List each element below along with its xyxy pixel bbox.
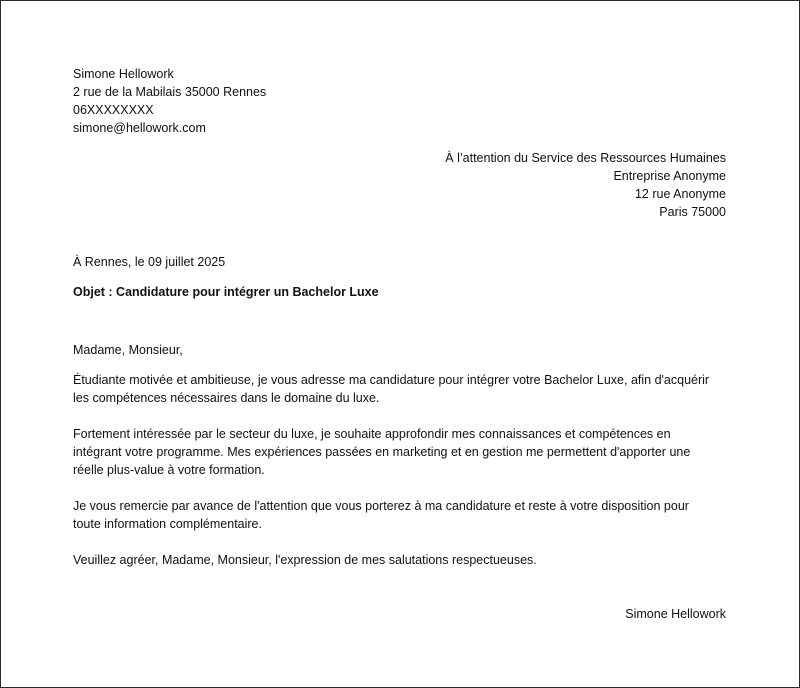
- paragraph-line: les compétences nécessaires dans le domaine du luxe.: [73, 391, 380, 405]
- paragraph-line: Veuillez agréer, Madame, Monsieur, l'expression de mes salutations respectueuses.: [73, 553, 537, 567]
- sender-phone: 06XXXXXXXX: [73, 103, 154, 117]
- paragraph-line: Je vous remercie par avance de l'attention que vous porterez à ma candidature et reste à votre disposition pour: [73, 499, 689, 513]
- paragraph-line: Étudiante motivée et ambitieuse, je vous adresse ma candidature pour intégrer votre Bachelor Luxe, afin d'acquérir: [73, 373, 710, 387]
- place-date: À Rennes, le 09 juillet 2025: [73, 255, 226, 269]
- sender-name: Simone Hellowork: [73, 67, 174, 81]
- recipient-city: Paris 75000: [659, 205, 726, 219]
- paragraph-intro: [73, 371, 733, 407]
- paragraph-line: réelle plus-value à votre formation.: [73, 463, 265, 477]
- recipient-street: 12 rue Anonyme: [634, 187, 726, 201]
- paragraph-closing: [73, 551, 733, 569]
- paragraph-motivation: [73, 425, 733, 479]
- sender-address: 2 rue de la Mabilais 35000 Rennes: [73, 85, 267, 99]
- recipient-company: Entreprise Anonyme: [613, 169, 726, 183]
- salutation: Madame, Monsieur,: [73, 343, 183, 357]
- paragraph-line: Fortement intéressée par le secteur du luxe, je souhaite approfondir mes connaissances et compétences en: [73, 427, 671, 441]
- paragraph-thanks: [73, 497, 733, 533]
- sender-email: simone@hellowork.com: [73, 121, 206, 135]
- subject-line: Objet : Candidature pour intégrer un Bachelor Luxe: [73, 285, 379, 299]
- paragraph-line: toute information complémentaire.: [73, 517, 262, 531]
- signature: Simone Hellowork: [625, 607, 726, 621]
- paragraph-line: intégrant votre programme. Mes expériences passées en marketing et en gestion me permettent d'apporter une: [73, 445, 691, 459]
- recipient-attention: À l’attention du Service des Ressources Humaines: [445, 151, 726, 165]
